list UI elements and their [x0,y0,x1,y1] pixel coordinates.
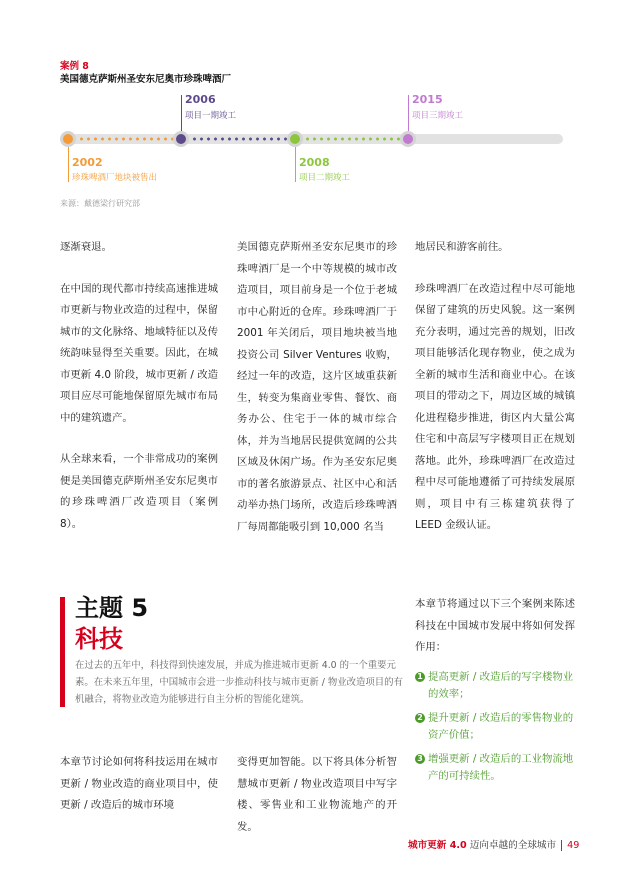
body-column-2 [237,237,397,558]
milestone-year-2002: 2002 [72,156,103,169]
connector-2008 [295,147,296,182]
milestone-year-2015: 2015 [412,93,443,106]
timeline-node-2006 [173,131,189,147]
connector-2002 [68,147,69,182]
bullet-text: 提升更新 / 改造后的零售物业的资产价值； [428,712,574,741]
number-badge-icon: 3 [415,754,425,764]
connector-2006 [181,95,182,132]
paragraph: 在中国的现代都市持续高速推进城市更新与物业改造的过程中，保留城市的文化脉络、地域特征以及传统韵味显得至关重要。因此，在城市更新 4.0 阶段，城市更新 / 改造项目应尽可能地保留原先城市布局中的建筑遗产。 [60,282,218,424]
page-footer [408,837,579,851]
paragraph: 地居民和游客前往。 [415,241,509,253]
timeline-dots-purple [191,137,289,141]
bullet-text: 提高更新 / 改造后的写字楼物业的效率； [428,671,574,700]
paragraph: 珍珠啤酒厂在改造过程中尽可能地保留了建筑的历史风貌。这一案例充分表明，通过完善的规划，旧改项目能够活化现存物业，使之成为全新的城市生活和商业中心。在该项目的带动之下，周边区域的城镇化进程稳步推进，街区内大量公寓住宅和中高层写字楼项目正在规划落地。此外，珍珠啤酒厂在改造过程中尽可能地遵循了可持续发展原则，项目中有三栋建筑获得了 LEED 金级认证。 [415,282,575,531]
milestone-year-2006: 2006 [185,93,216,106]
paragraph: 本章节讨论如何将科技运用在城市更新 / 物业改造的商业项目中，使更新 / 改造后的城市环境 [60,756,218,811]
bullet-item-1 [415,669,580,702]
theme-name: 科技 [75,625,123,653]
case-title: 美国德克萨斯州圣安东尼奥市珍珠啤酒厂 [60,74,232,85]
body-column-3 [415,237,575,557]
timeline-dots-orange [78,137,176,141]
milestone-year-2008: 2008 [299,156,330,169]
right-intro [415,594,575,679]
body-column-1 [60,237,218,555]
timeline-node-2015 [400,131,416,147]
paragraph: 美国德克萨斯州圣安东尼奥市的珍珠啤酒厂是一个中等规模的城市改造项目，项目前身是一个位于老城市中心附近的仓库。珍珠啤酒厂于 2001 年关闭后，项目地块被当地投资公司 Silver Ventures 收购，经过一年的改造，这片区域重获新生，转变为集商业零售、餐饮、商务办公、住宅于一体的城市综合体，并为当地居民提供宽阔的公共区域及休闲广场。作为圣安东尼奥市的著名旅游景点、社区中心和活动举办热门场所，改造后珍珠啤酒厂每周都能吸引到 10,000 名当 [237,241,397,533]
milestone-desc-2002: 珍珠啤酒厂地块被售出 [72,173,158,183]
paragraph: 变得更加智能。以下将具体分析智慧城市更新 / 物业改造项目中写字楼、零售业和工业物流地产的开发。 [237,756,397,833]
number-badge-icon: 2 [415,713,425,723]
milestone-desc-2015: 项目三期竣工 [412,111,464,121]
bullet-item-2 [415,710,580,743]
lower-column-2 [237,752,397,858]
paragraph: 逐渐衰退。 [60,241,112,253]
footer-title-red: 城市更新 4.0 [408,840,467,851]
page-number: 49 [567,840,580,851]
footer-divider [561,840,562,851]
timeline [0,0,620,200]
number-badge-icon: 1 [415,672,425,682]
theme-number: 主题 5 [75,594,149,622]
bullet-item-3 [415,751,580,784]
timeline-node-2002 [60,131,76,147]
bullet-text: 增强更新 / 改造后的工业物流地产的可持续性。 [428,753,574,782]
lower-column-1 [60,752,218,837]
milestone-desc-2006: 项目一期竣工 [185,111,237,121]
theme-intro: 在过去的五年中，科技得到快速发展，并成为推进城市更新 4.0 的一个重要元素。在未来五年里，中国城市会进一步推动科技与城市更新 / 物业改造项目的有机融合，将物业改造为能够进行自主分析的智能化建筑。 [75,660,403,705]
timeline-node-2008 [287,131,303,147]
paragraph: 从全球来看，一个非常成功的案例便是美国德克萨斯州圣安东尼奥市的珍珠啤酒厂改造项目（案例 8）。 [60,453,218,530]
timeline-dots-green [304,137,402,141]
connector-2015 [408,95,409,132]
source-note: 来源：戴德梁行研究部 [60,199,140,208]
case-label: 案例 8 [60,61,89,72]
footer-title-gray: 迈向卓越的全球城市 [469,840,557,851]
milestone-desc-2008: 项目二期竣工 [299,173,351,183]
paragraph: 本章节将通过以下三个案例来陈述科技在中国城市发展中将如何发挥作用： [415,598,575,653]
theme-accent-bar [60,597,65,707]
